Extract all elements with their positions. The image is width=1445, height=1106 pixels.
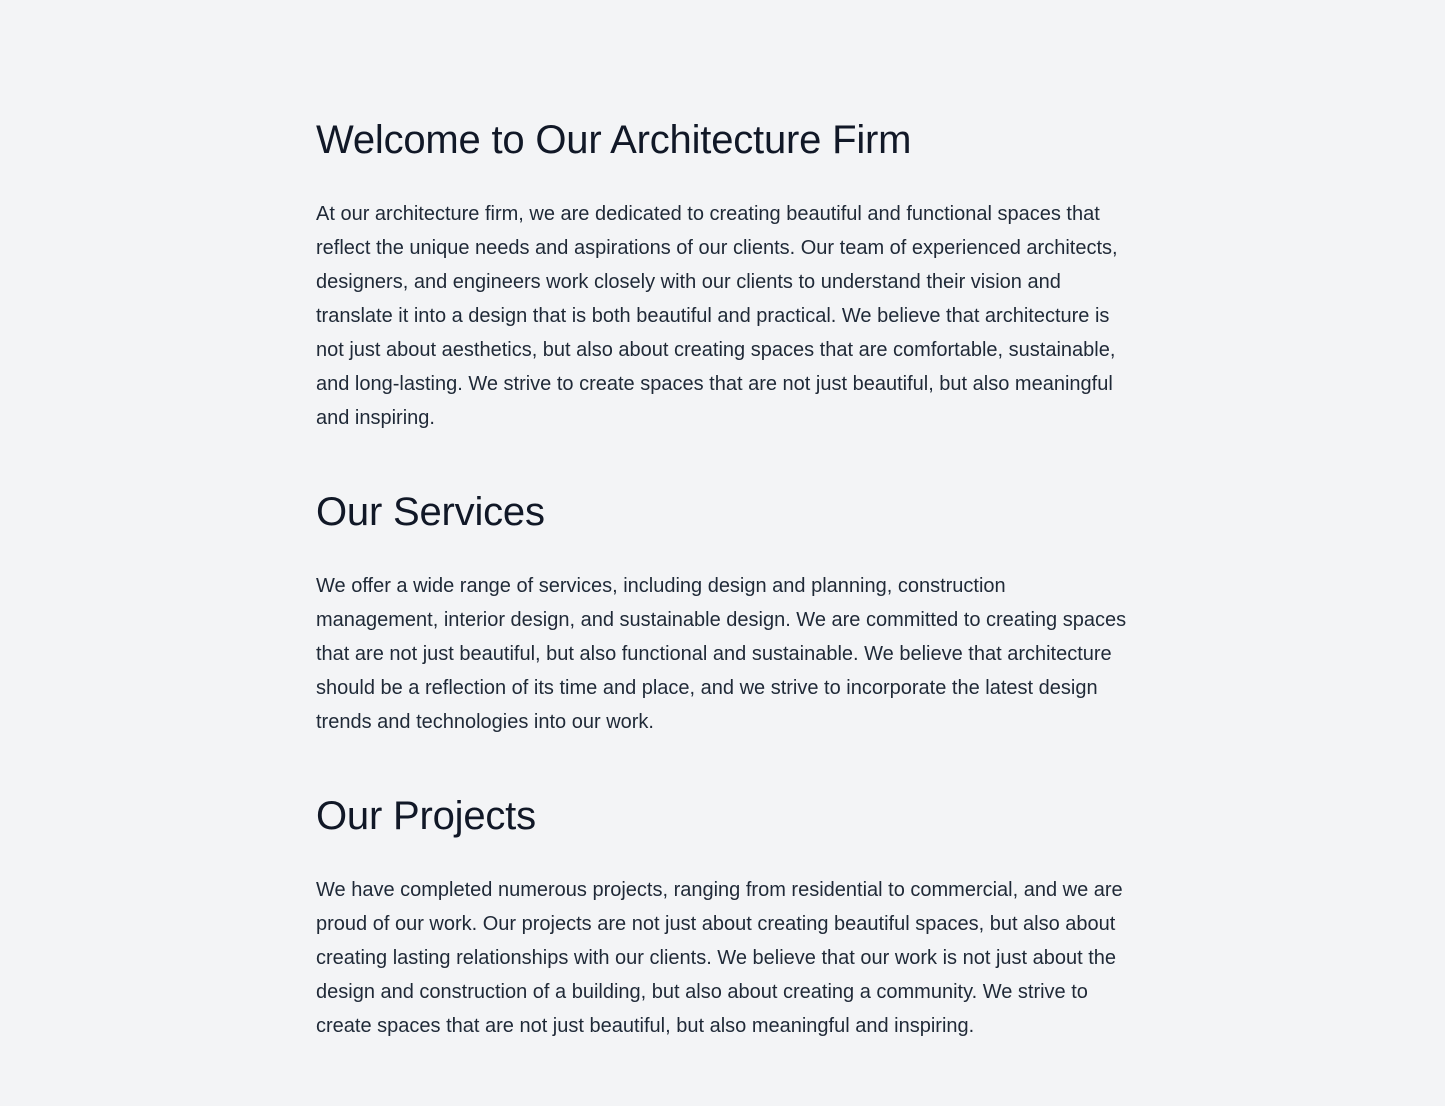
welcome-paragraph: At our architecture firm, we are dedicated to creating beautiful and functional spaces that reflect the unique needs and aspirations of our clients. Our team of experienced architects, designers, and engineers work closely with our clients to understand their vision and translate it into a design that is both beautiful and practical. We believe that architecture is not just about aesthetics, but also about creating spaces that are comfortable, sustainable, and long-lasting. We strive to create spaces that are not just beautiful, but also meaningful and inspiring.: [316, 203, 1118, 429]
services-section: [316, 488, 1129, 739]
main-content: [274, 0, 1170, 1043]
welcome-section: [316, 116, 1129, 435]
services-paragraph: We offer a wide range of services, including design and planning, construction management, interior design, and sustainable design. We are committed to creating spaces that are not just beautiful, but also functional and sustainable. We believe that architecture should be a reflection of its time and place, and we strive to incorporate the latest design trends and technologies into our work.: [316, 575, 1127, 733]
projects-paragraph: We have completed numerous projects, ranging from residential to commercial, and we are proud of our work. Our projects are not just about creating beautiful spaces, but also about creating lasting relationships with our clients. We believe that our work is not just about the design and construction of a building, but also about creating a community. We strive to create spaces that are not just beautiful, but also meaningful and inspiring.: [316, 879, 1123, 1037]
page-title: Welcome to Our Architecture Firm: [316, 118, 912, 162]
projects-heading: Our Projects: [316, 794, 536, 838]
services-heading: Our Services: [316, 490, 545, 534]
projects-section: [316, 792, 1129, 1043]
